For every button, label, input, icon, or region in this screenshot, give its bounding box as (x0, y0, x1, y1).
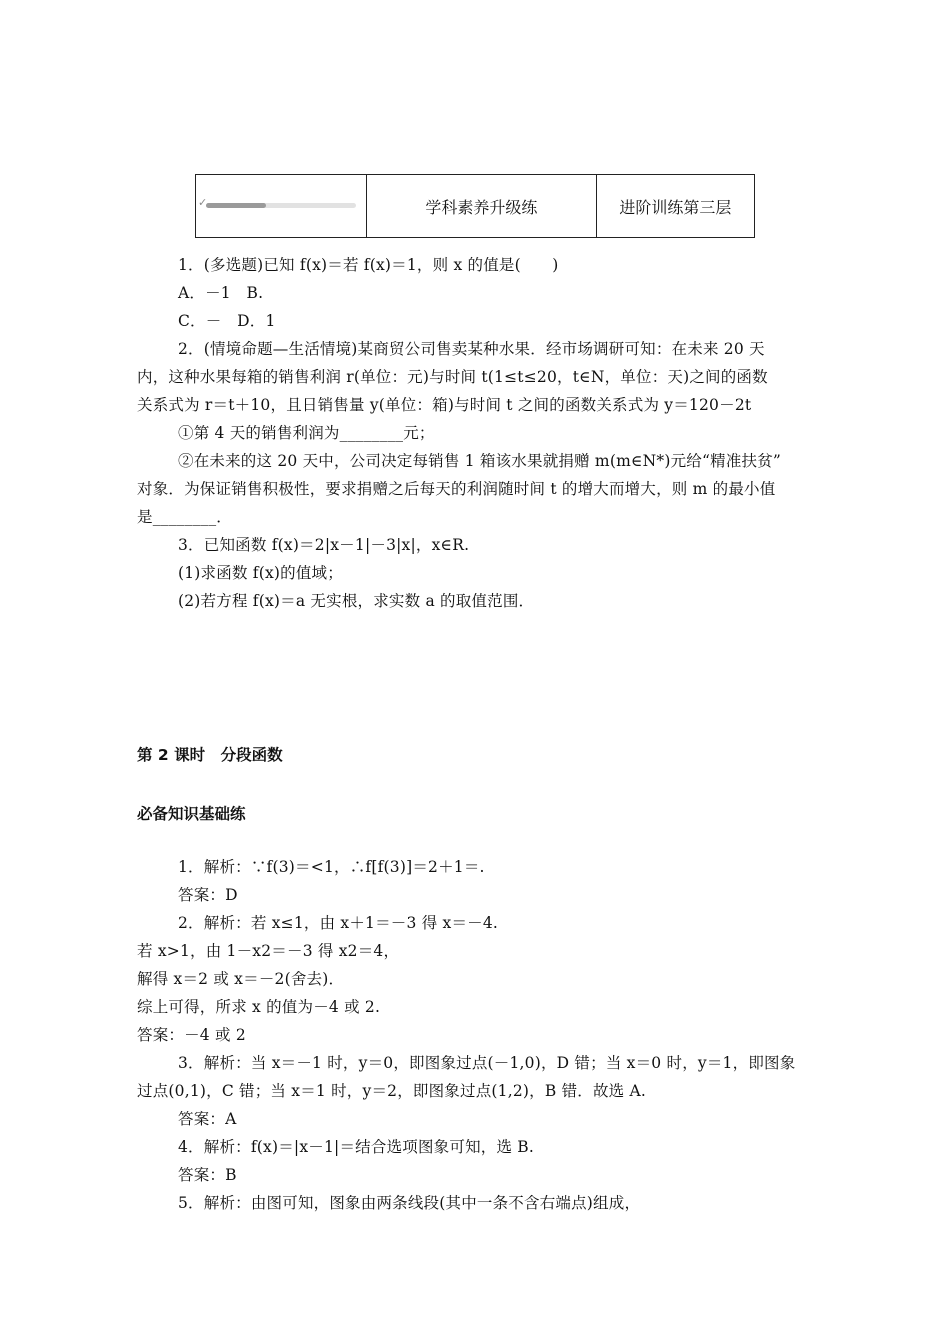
header-table (195, 174, 755, 238)
problem-2-line-2: 内，这种水果每箱的销售利润 r(单位：元)与时间 t(1≤t≤20，t∈N，单位：天)之间的函数 (137, 368, 768, 386)
progress-fill (206, 203, 266, 208)
answer-1: 1．解析：∵f(3)＝<1，∴f[f(3)]＝2＋1＝. (178, 858, 485, 876)
problem-2-line-1: 2．(情境命题—生活情境)某商贸公司售卖某种水果．经市场调研可知：在未来 20 天 (178, 340, 765, 358)
problem-1: 1．(多选题)已知 f(x)＝若 f(x)＝1，则 x 的值是( ) (178, 256, 559, 274)
header-title: 学科素养升级练 (366, 175, 596, 238)
header-level: 进阶训练第三层 (596, 175, 754, 238)
answer-2-line-2: 若 x>1，由 1－x2＝－3 得 x2＝4， (137, 942, 400, 960)
answer-4-result: 答案：B (178, 1166, 237, 1184)
answer-3-result: 答案：A (178, 1110, 237, 1128)
answer-4: 4．解析：f(x)＝|x－1|＝结合选项图象可知，选 B. (178, 1138, 535, 1156)
answer-3-line-1: 3．解析：当 x＝－1 时，y＝0，即图象过点(－1,0)，D 错；当 x＝0 时，y＝1，即图象 (178, 1054, 796, 1072)
check-icon: ✓ (197, 196, 208, 209)
answer-3-line-2: 过点(0,1)，C 错；当 x＝1 时，y＝2，即图象过点(1,2)，B 错．故选 A. (137, 1082, 647, 1100)
answer-5: 5．解析：由图可知，图象由两条线段(其中一条不含右端点)组成， (178, 1194, 641, 1212)
progress-cell (196, 175, 367, 238)
problem-2-question-1: ①第 4 天的销售利润为________元； (178, 424, 435, 442)
answer-1-result: 答案：D (178, 886, 238, 904)
progress-bar (197, 196, 356, 210)
answer-2-result: 答案：－4 或 2 (137, 1026, 246, 1044)
answer-2-line-3: 解得 x＝2 或 x＝－2(舍去)． (137, 970, 345, 988)
problem-2-line-3: 关系式为 r＝t＋10，且日销售量 y(单位：箱)与时间 t 之间的函数关系式为 y＝120－2t (137, 396, 752, 414)
section-title: 第 2 课时 分段函数 (137, 746, 283, 764)
problem-2-question-2-line-2: 对象．为保证销售积极性，要求捐赠之后每天的利润随时间 t 的增大而增大，则 m 的最小值 (137, 480, 776, 498)
problem-3-question-2: (2)若方程 f(x)＝a 无实根，求实数 a 的取值范围． (178, 592, 535, 610)
answer-2: 2．解析：若 x≤1，由 x＋1＝－3 得 x＝－4. (178, 914, 499, 932)
answer-2-line-4: 综上可得，所求 x 的值为－4 或 2. (137, 998, 381, 1016)
problem-2-question-2-line-3: 是________． (137, 508, 233, 526)
problem-1-options-ab: A．－1 B. (178, 284, 264, 302)
problem-3-question-1: (1)求函数 f(x)的值域； (178, 564, 343, 582)
problem-2-question-2-line-1: ②在未来的这 20 天中，公司决定每销售 1 箱该水果就捐赠 m(m∈N*)元给“精准扶贫” (178, 452, 782, 470)
problem-3: 3．已知函数 f(x)＝2|x－1|－3|x|，x∈R. (178, 536, 470, 554)
problem-1-options-cd: C．－ D．1 (178, 312, 276, 330)
section-subtitle: 必备知识基础练 (137, 805, 246, 823)
